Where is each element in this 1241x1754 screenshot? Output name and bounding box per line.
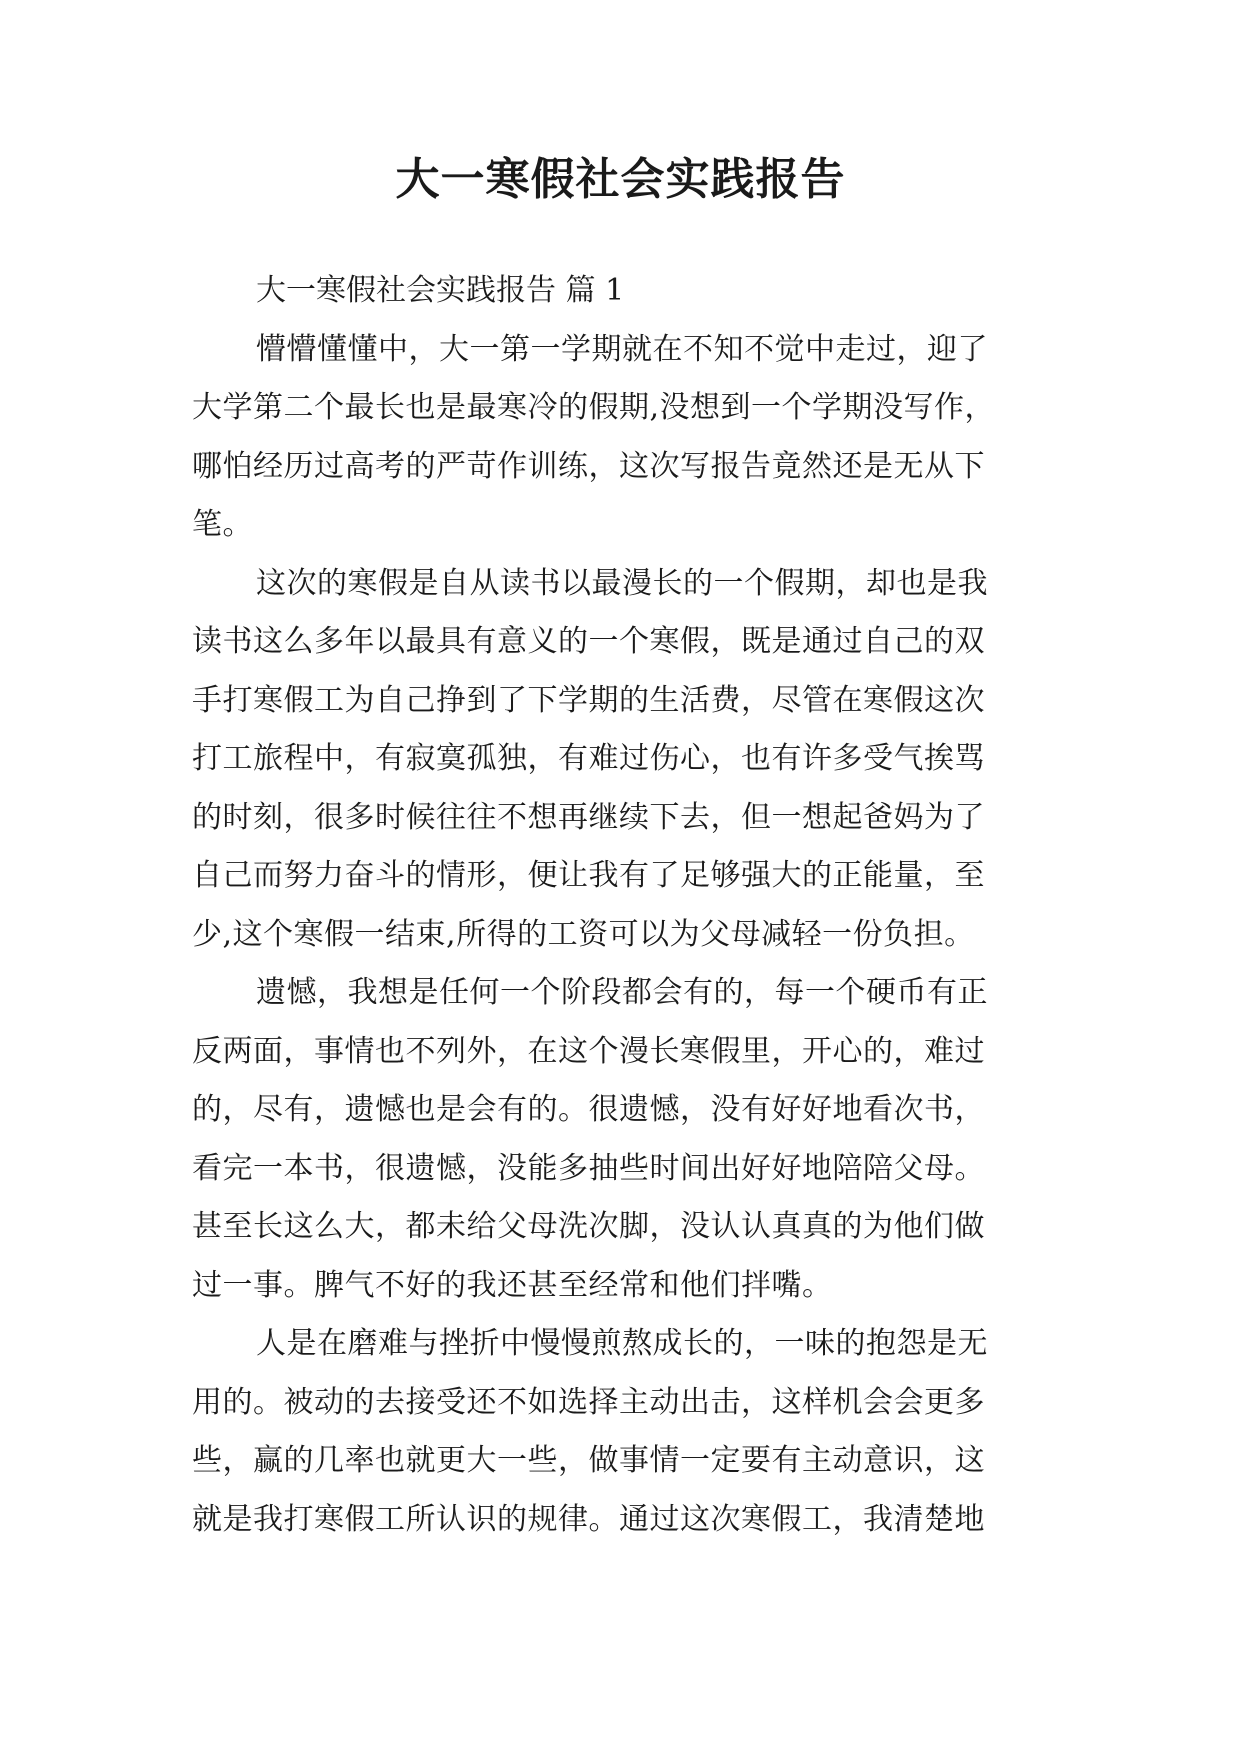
paragraph-line: 人是在磨难与挫折中慢慢煎熬成长的，一味的抱怨是无 <box>256 1326 988 1361</box>
paragraph-line: 哪怕经历过高考的严苛作训练，这次写报告竟然还是无从下 <box>192 448 985 484</box>
paragraph-line: 读书这么多年以最具有意义的一个寒假，既是通过自己的双 <box>192 624 985 659</box>
paragraph-line: 打工旅程中，有寂寞孤独，有难过伤心，也有许多受气挨骂 <box>192 741 985 776</box>
paragraph-line: 用的。被动的去接受还不如选择主动出击，这样机会会更多 <box>192 1384 985 1420</box>
paragraph-line: 反两面，事情也不列外，在这个漫长寒假里，开心的，难过 <box>192 1033 985 1069</box>
section-heading: 大一寒假社会实践报告 篇 1 <box>256 273 625 308</box>
document-body <box>192 262 1062 1549</box>
paragraph-4 <box>192 1315 1062 1549</box>
paragraph-2 <box>192 555 1062 965</box>
paragraph-line: 大学第二个最长也是最寒冷的假期,没想到一个学期没写作， <box>192 390 996 425</box>
paragraph-line: 就是我打寒假工所认识的规律。通过这次寒假工，我清楚地 <box>192 1501 985 1537</box>
paragraph-line: 手打寒假工为自己挣到了下学期的生活费，尽管在寒假这次 <box>192 682 985 718</box>
paragraph-line: 过一事。脾气不好的我还甚至经常和他们拌嘴。 <box>192 1267 833 1303</box>
paragraph-line: 看完一本书，很遗憾，没能多抽些时间出好好地陪陪父母。 <box>192 1150 985 1186</box>
paragraph-3 <box>192 964 1062 1315</box>
paragraph-line: 遗憾，我想是任何一个阶段都会有的，每一个硬币有正 <box>256 975 988 1010</box>
document-title: 大一寒假社会实践报告 <box>395 154 846 205</box>
paragraph-line: 自己而努力奋斗的情形，便让我有了足够强大的正能量，至 <box>192 858 985 893</box>
paragraph-line: 少,这个寒假一结束,所得的工资可以为父母减轻一份负担。 <box>192 916 975 952</box>
paragraph-line: 这次的寒假是自从读书以最漫长的一个假期，却也是我 <box>256 565 988 601</box>
paragraph-1 <box>192 321 1062 555</box>
paragraph-line: 甚至长这么大，都未给父母洗次脚，没认认真真的为他们做 <box>192 1209 985 1244</box>
paragraph-line: 懵懵懂懂中，大一第一学期就在不知不觉中走过，迎了 <box>256 331 988 367</box>
paragraph-line: 的，尽有，遗憾也是会有的。很遗憾，没有好好地看次书， <box>192 1092 985 1127</box>
paragraph-line: 笔。 <box>192 507 253 542</box>
paragraph-line: 的时刻，很多时候往往不想再继续下去，但一想起爸妈为了 <box>192 799 985 835</box>
paragraph-line: 些，赢的几率也就更大一些，做事情一定要有主动意识，这 <box>192 1443 985 1478</box>
